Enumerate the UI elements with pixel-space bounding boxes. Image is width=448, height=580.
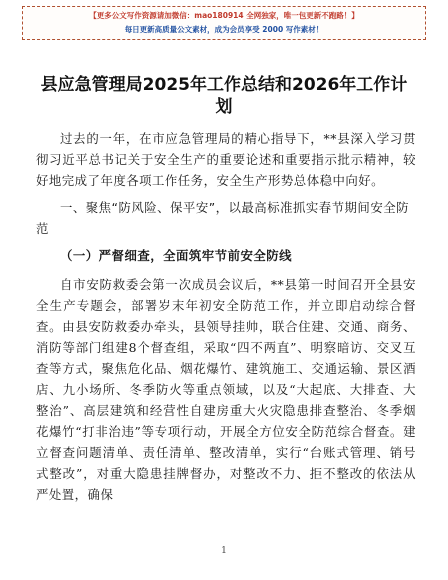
promo-line-2: 每日更新高质量公文素材，成为会员享受 2000 写作素材！ (124, 25, 324, 34)
promo-banner (22, 6, 426, 40)
document-body (36, 128, 416, 511)
promo-line-1: 【更多公文写作资源请加微信：mao180914 全网独家，唯一包更新不跑路！】 (89, 11, 359, 20)
document-title: 县应急管理局2025年工作总结和2026年工作计划 (40, 75, 408, 117)
section-heading-1: 一、聚焦“防风险、保平安”，以最高标准抓实春节期间安全防范 (36, 200, 409, 236)
intro-paragraph: 过去的一年，在市应急管理局的精心指导下，**县深入学习贯彻习近平总书记关于安全生产的重要论述和重要指示批示精神，较好地完成了年度各项工作任务，安全生产形势总体稳中向好。 (36, 131, 416, 188)
body-paragraph-2: 自市安防救委会第一次成员会议后，**县第一时间召开全县安全生产专题会，部署岁末年初安全防范工作，并立即启动综合督查。由县安防救委办牵头，县领导挂帅，联合住建、交通、商务、消防等部门组建8个督查组，采取“四不两直”、明察暗访、交叉互查等方式，聚焦危化品、烟花爆竹、建筑施工、交通运输、景区酒店、九小场所、冬季防火等重点领域，以及“大起底、大排查、大整治”、高层建筑和经营性自建房重大火灾隐患排查整治、冬季烟花爆竹“打非治违”等专项行动，开展全方位安全防范综合督查。建立督查问题清单、责任清单、整改清单，实行“台账式管理、销号式整改”，对重大隐患挂牌督办，对整改不力、拒不整改的依法从严处置，确保 (36, 277, 416, 502)
subsection-heading-1: （一）严督细查，全面筑牢节前安全防线 (60, 248, 293, 263)
page-number: 1 (221, 546, 227, 556)
